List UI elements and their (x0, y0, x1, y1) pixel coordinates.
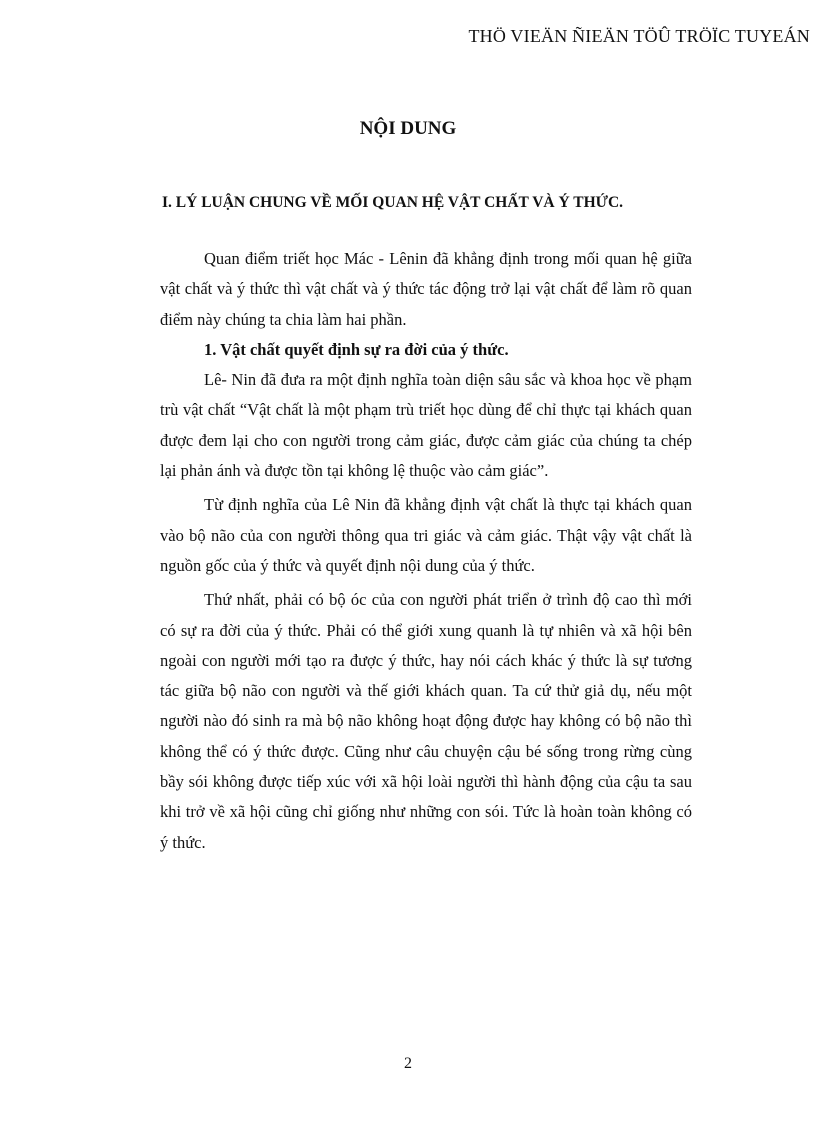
body-text (160, 244, 692, 858)
subsection-heading: 1. Vật chất quyết định sự ra đời của ý thức. (204, 339, 509, 359)
paragraph-definition: Lê- Nin đã đưa ra một định nghĩa toàn diện sâu sắc và khoa học về phạm trù vật chất “Vật chất là một phạm trù triết học dùng để chỉ thực tại khách quan được đem lại cho con người trong cảm giác, được cảm giác của chúng ta chép lại phản ánh và được tồn tại không lệ thuộc vào cảm giác”. (160, 370, 692, 481)
running-header: THÖ VIEÄN ÑIEÄN TÖÛ TRÖÏC TUYEÁN (468, 26, 810, 46)
paragraph-first-point: Thứ nhất, phải có bộ óc của con người phát triển ở trình độ cao thì mới có sự ra đời của ý thức. Phải có thể giới xung quanh là tự nhiên và xã hội bên ngoài con người mới tạo ra được ý thức, hay nói cách khác ý thức là sự tương tác giữa bộ não con người và thế giới khách quan. Ta cứ thử giả dụ, nếu một người nào đó sinh ra mà bộ não không hoạt động được hay không có bộ não thì không thể có ý thức được. Cũng như câu chuyện cậu bé sống trong rừng cùng bầy sói không được tiếp xúc với xã hội loài người thì hành động của cậu ta sau khi trở về xã hội cũng chỉ giống như những con sói. Tức là hoàn toàn không có ý thức. (160, 590, 692, 852)
paragraph-conclusion: Từ định nghĩa của Lê Nin đã khẳng định vật chất là thực tại khách quan vào bộ não của con người thông qua tri giác và cảm giác. Thật vậy vật chất là nguồn gốc của ý thức và quyết định nội dung của ý thức. (160, 495, 692, 575)
page-number: 2 (404, 1055, 412, 1072)
section-heading: I. LÝ LUẬN CHUNG VỀ MỐI QUAN HỆ VẬT CHẤT VÀ Ý THỨC. (162, 194, 624, 211)
paragraph-intro: Quan điểm triết học Mác - Lênin đã khẳng định trong mối quan hệ giữa vật chất và ý thức thì vật chất và ý thức tác động trở lại vật chất để làm rõ quan điểm này chúng ta chia làm hai phần. (160, 249, 692, 329)
page-title: NỘI DUNG (359, 118, 457, 139)
